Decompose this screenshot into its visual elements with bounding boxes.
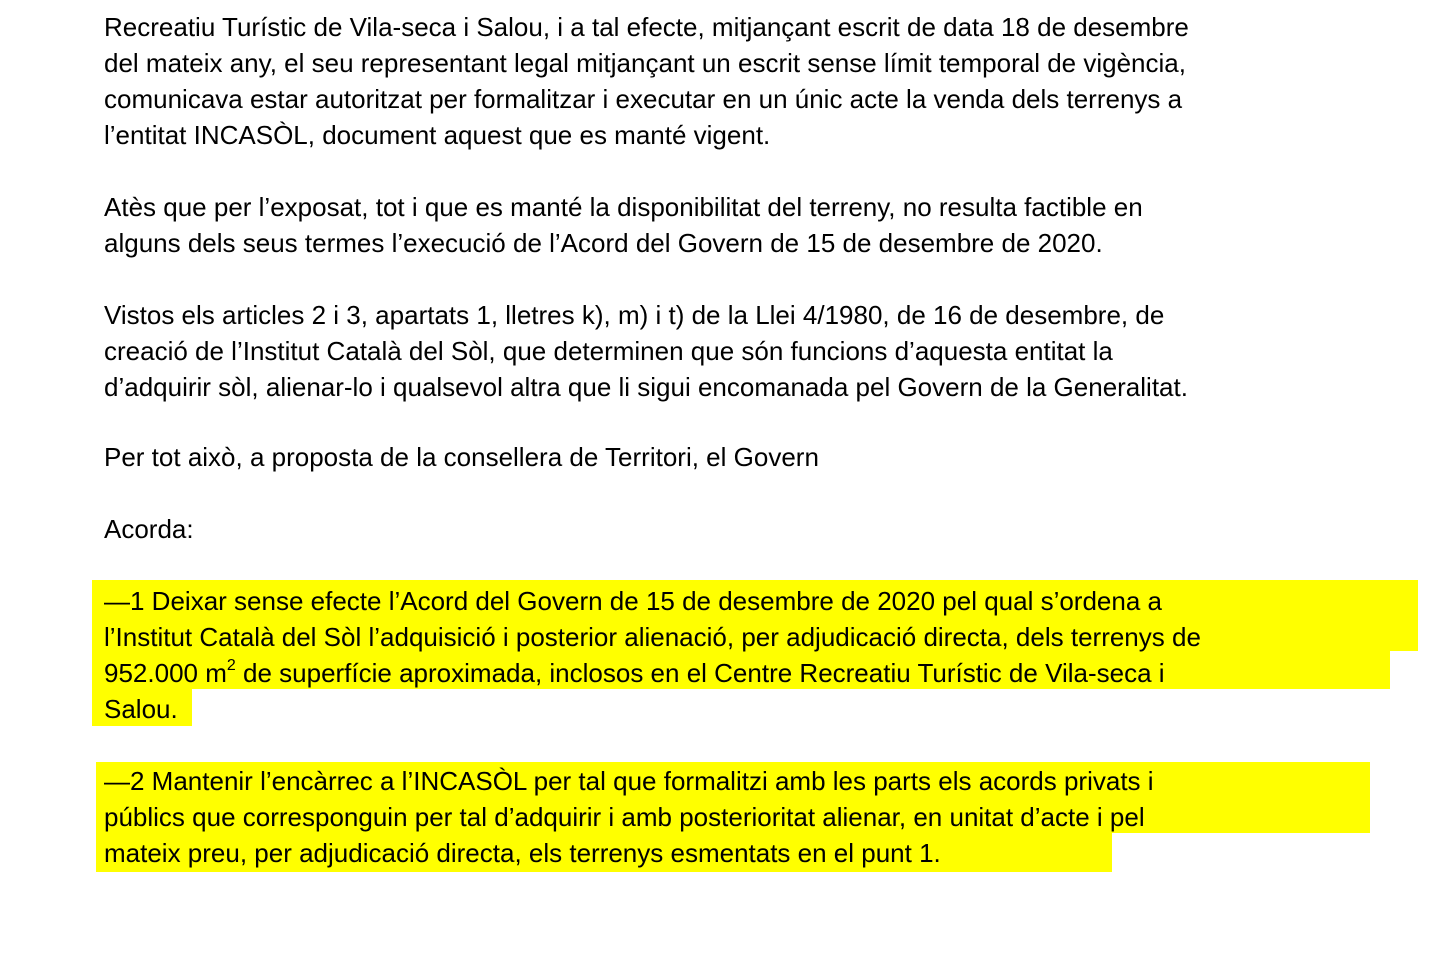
paragraph-line: l’entitat INCASÒL, document aquest que es manté vigent. <box>104 120 771 150</box>
agreement-point-1-line: Salou. <box>104 694 178 724</box>
paragraph-line: comunicava estar autoritzat per formalitzar i executar en un únic acte la venda dels terrenys a <box>104 84 1183 114</box>
agreement-point-2-line: —2 Mantenir l’encàrrec a l’INCASÒL per tal que formalitzi amb les parts els acords privats i <box>104 766 1154 796</box>
paragraph-line: Per tot això, a proposta de la consellera de Territori, el Govern <box>104 442 819 472</box>
paragraph-line: Vistos els articles 2 i 3, apartats 1, lletres k), m) i t) de la Llei 4/1980, de 16 de desembre, de <box>104 300 1165 330</box>
paragraph-line: Atès que per l’exposat, tot i que es manté la disponibilitat del terreny, no resulta factible en <box>104 192 1143 222</box>
area-value: 952.000 m <box>104 658 227 688</box>
paragraph-line: Recreatiu Turístic de Vila-seca i Salou, i a tal efecte, mitjançant escrit de data 18 de desembre <box>104 12 1189 42</box>
paragraph-line: d’adquirir sòl, alienar-lo i qualsevol altra que li sigui encomanada pel Govern de la Generalitat. <box>104 372 1188 402</box>
agreement-point-1-line: —1 Deixar sense efecte l’Acord del Govern de 15 de desembre de 2020 pel qual s’ordena a <box>104 586 1162 616</box>
agreement-point-1-line <box>104 656 1165 690</box>
agreement-point-2-line: públics que corresponguin per tal d’adquirir i amb posterioritat alienar, en unitat d’acte i pel <box>104 802 1145 832</box>
superscript-2: 2 <box>226 657 236 675</box>
acorda-heading: Acorda: <box>104 514 194 544</box>
paragraph-line: alguns dels seus termes l’execució de l’Acord del Govern de 15 de desembre de 2020. <box>104 228 1103 258</box>
paragraph-line: del mateix any, el seu representant legal mitjançant un escrit sense límit temporal de vigència, <box>104 48 1186 78</box>
agreement-point-2-line: mateix preu, per adjudicació directa, els terrenys esmentats en el punt 1. <box>104 838 941 868</box>
agreement-point-1-line: l’Institut Català del Sòl l’adquisició i posterior alienació, per adjudicació directa, dels terrenys de <box>104 622 1201 652</box>
paragraph-line: creació de l’Institut Català del Sòl, que determinen que són funcions d’aquesta entitat la <box>104 336 1113 366</box>
area-description: de superfície aproximada, inclosos en el Centre Recreatiu Turístic de Vila-seca i <box>235 658 1165 688</box>
